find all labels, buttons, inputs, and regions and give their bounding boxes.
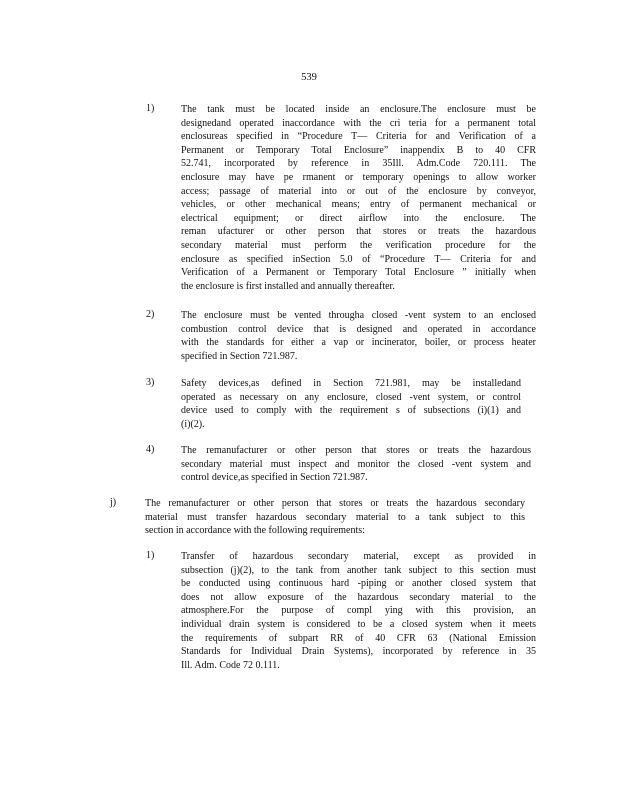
text-line: The tank must be located inside an enclosure.The enclosure must be [181,104,536,115]
item-number: 2) [146,309,155,320]
text-line: control device,as specified in Section 721.987. [181,472,368,484]
item-text [181,550,536,672]
text-line: specified in Section 721.987. [181,350,298,362]
text-line: The enclosure must be vented througha closed -vent system to an enclosed [181,310,536,321]
list-item-1 [146,103,541,299]
text-line: atmosphere.For the purpose of compl ying with this provision, an [181,605,536,617]
text-line: secondary material must perform the verification procedure for the [181,239,536,251]
text-line: be conducted using continuous hard -piping or another closed system that [181,578,536,590]
text-line: Safety devices,as defined in Section 721.981, may be installedand [181,378,521,389]
item-text [181,309,536,363]
text-line: material must transfer hazardous secondary material to a tank subject to this [145,511,525,523]
item-text [181,444,531,485]
text-line: electrical equipment; or direct airflow into the enclosure. The [181,212,536,224]
text-line: reman ufacturer or other person that stores or treats the hazardous [181,226,536,238]
text-line: enclosure as specified inSection 5.0 of “Procedure T— Criteria for and [181,253,536,265]
text-line: the enclosure is first installed and annually thereafter. [181,280,395,292]
list-item-3 [146,377,541,435]
item-number: j) [110,497,117,508]
list-item-4 [146,444,541,488]
text-line: individual drain system is considered to be a closed system when it meets [181,618,536,630]
text-line: 52.741, incorporated by reference in 35Ill. Adm.Code 720.111. The [181,158,536,170]
text-line: enclosure may have pe rmanent or temporary openings to allow worker [181,171,536,183]
text-line: The remanufacturer or other person that stores or treats the hazardous [181,445,531,456]
item-number: 1) [146,550,155,561]
text-line: operated as necessary on any enclosure, closed -vent system, or control [181,391,521,403]
text-line: access; passage of material into or out of the enclosure by conveyor, [181,185,536,197]
text-line: the requirements of subpart RR of 40 CFR 63 (National Emission [181,632,536,644]
item-number: 3) [146,377,155,388]
page-number: 539 [301,72,317,83]
text-line: with the standards for either a vap or incinerator, boiler, or process heater [181,337,536,349]
item-text [181,103,536,293]
text-line: (i)(2). [181,418,205,430]
text-line: device used to comply with the requirement s of subsections (i)(1) and [181,405,521,417]
list-item-j [110,497,530,541]
text-line: Transfer of hazardous secondary material, except as provided in [181,551,536,562]
text-line: secondary material must inspect and monitor the closed -vent system and [181,458,531,470]
text-line: subsection (j)(2), to the tank from another tank subject to this section must [181,564,536,576]
text-line: Standards for Individual Drain Systems), incorporated by reference in 35 [181,646,536,658]
text-line: Permanent or Temporary Total Enclosure” inappendix B to 40 CFR [181,144,536,156]
text-line: enclosureas specified in “Procedure T— Criteria for and Verification of a [181,131,536,143]
text-line: Verification of a Permanent or Temporary Total Enclosure ” initially when [181,267,536,279]
text-line: vehicles, or other mechanical means; entry of permanent mechanical or [181,199,536,211]
item-number: 1) [146,103,155,114]
text-line: The remanufacturer or other person that stores or treats the hazardous secondary [145,498,525,509]
text-line: designedand operated inaccordance with the cri teria for a permanent total [181,117,536,129]
list-item-j1 [146,550,541,676]
text-line: section in accordance with the following requirements: [145,525,365,537]
text-line: does not allow exposure of the hazardous secondary material to the [181,591,536,603]
text-line: Ill. Adm. Code 72 0.111. [181,659,280,671]
item-text [181,377,521,431]
text-line: combustion control device that is designed and operated in accordance [181,323,536,335]
list-item-2 [146,309,541,367]
item-text [145,497,525,538]
item-number: 4) [146,444,155,455]
